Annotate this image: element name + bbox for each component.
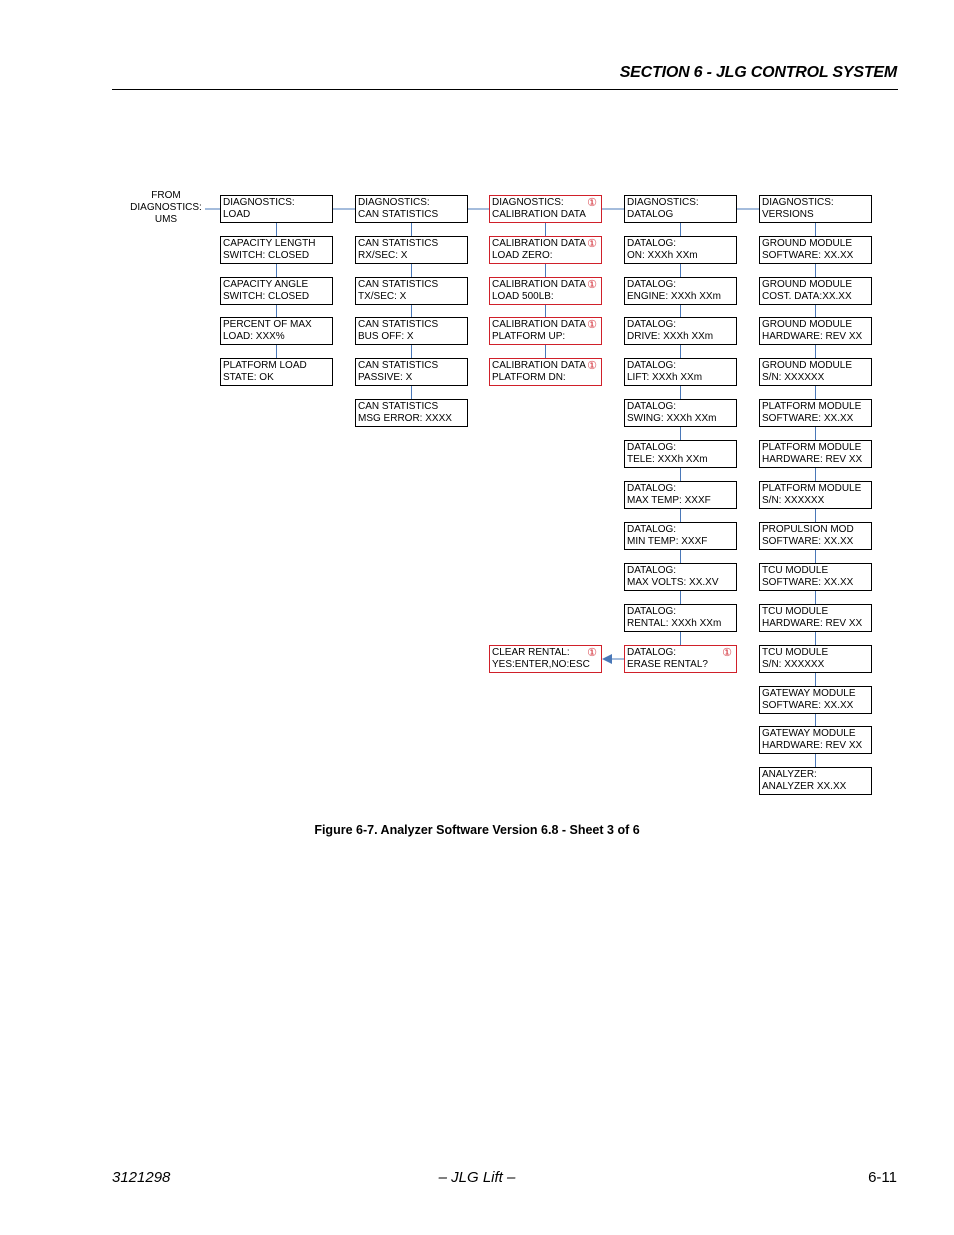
menu-box-line-2: LOAD [223, 209, 251, 220]
menu-box-line-2: PLATFORM UP: [492, 331, 566, 342]
menu-box-line-1: CAN STATISTICS [358, 401, 439, 412]
menu-box-line-1: DATALOG: [627, 483, 677, 494]
menu-box-line-1: TCU MODULE [762, 606, 829, 617]
datalog-box [624, 645, 737, 673]
calibration-note-icon: ① [587, 238, 597, 250]
menu-box-line-2: YES:ENTER,NO:ESC [492, 659, 590, 670]
menu-box-line-2: LOAD ZERO: [492, 250, 553, 261]
menu-box-line-2: LOAD 500LB: [492, 291, 554, 302]
menu-box-line-1: CALIBRATION DATA [492, 319, 586, 330]
menu-box-line-2: ON: XXXh XXm [627, 250, 698, 261]
menu-box-line-1: GROUND MODULE [762, 360, 853, 371]
menu-box-line-1: DATALOG: [627, 319, 677, 330]
datalog-box [624, 440, 737, 468]
versions-box [759, 481, 872, 509]
menu-box-line-1: PLATFORM MODULE [762, 442, 862, 453]
menu-box-line-2: SWITCH: CLOSED [223, 250, 310, 261]
footer-page-number: 6-11 [868, 1169, 897, 1186]
menu-box-line-1: DIAGNOSTICS: [492, 197, 564, 208]
menu-box-line-1: GROUND MODULE [762, 238, 853, 249]
menu-box-line-1: CAN STATISTICS [358, 319, 439, 330]
menu-box-line-2: DATALOG [627, 209, 674, 220]
menu-box-line-1: DATALOG: [627, 606, 677, 617]
calibration-data-box [489, 195, 602, 223]
menu-box-line-1: CAPACITY ANGLE [223, 279, 309, 290]
menu-box-line-1: DATALOG: [627, 238, 677, 249]
can-statistics-box [355, 358, 468, 386]
menu-box-line-1: GATEWAY MODULE [762, 728, 856, 739]
menu-box-line-1: PLATFORM MODULE [762, 483, 862, 494]
versions-box [759, 195, 872, 223]
menu-box-line-2: HARDWARE: REV XX [762, 331, 863, 342]
can-statistics-box [355, 236, 468, 264]
can-statistics-box [355, 399, 468, 427]
from-label-line: FROM [151, 190, 181, 201]
menu-box-line-1: DIAGNOSTICS: [627, 197, 699, 208]
figure-caption: Figure 6-7. Analyzer Software Version 6.8 - Sheet 3 of 6 [314, 823, 640, 837]
menu-box-line-2: SOFTWARE: XX.XX [762, 577, 854, 588]
can-statistics-box [355, 317, 468, 345]
menu-box-line-2: MIN TEMP: XXXF [627, 536, 708, 547]
load-box [220, 358, 333, 386]
versions-box [759, 317, 872, 345]
menu-box-line-2: DRIVE: XXXh XXm [627, 331, 714, 342]
menu-box-line-1: TCU MODULE [762, 565, 829, 576]
menu-box-line-2: ENGINE: XXXh XXm [627, 291, 721, 302]
menu-box-line-2: RENTAL: XXXh XXm [627, 618, 722, 629]
menu-box-line-1: DATALOG: [627, 279, 677, 290]
menu-box-line-2: SWING: XXXh XXm [627, 413, 717, 424]
datalog-box [624, 277, 737, 305]
menu-box-line-2: CALIBRATION DATA [492, 209, 586, 220]
menu-box-line-1: PLATFORM LOAD [223, 360, 307, 371]
datalog-box [624, 399, 737, 427]
menu-box-line-2: HARDWARE: REV XX [762, 618, 863, 629]
calibration-note-icon: ① [587, 360, 597, 372]
menu-box-line-1: DATALOG: [627, 647, 677, 658]
load-box [220, 195, 333, 223]
menu-box-line-1: ANALYZER: [762, 769, 817, 780]
datalog-box [624, 358, 737, 386]
datalog-box [624, 563, 737, 591]
datalog-box [624, 236, 737, 264]
section-title: SECTION 6 - JLG CONTROL SYSTEM [619, 64, 897, 81]
calibration-note-icon: ① [722, 647, 732, 659]
versions-box [759, 236, 872, 264]
datalog-box [624, 317, 737, 345]
versions-box [759, 726, 872, 754]
menu-box-line-2: LIFT: XXXh XXm [627, 372, 703, 383]
menu-box-line-1: DATALOG: [627, 401, 677, 412]
menu-box-line-2: PLATFORM DN: [492, 372, 566, 383]
can-statistics-box [355, 277, 468, 305]
footer-title: – JLG Lift – [438, 1169, 516, 1186]
menu-box-line-2: TELE: XXXh XXm [627, 454, 708, 465]
menu-box-line-2: COST. DATA:XX.XX [762, 291, 852, 302]
menu-box-line-2: SOFTWARE: XX.XX [762, 536, 854, 547]
versions-box [759, 604, 872, 632]
menu-box-line-2: SOFTWARE: XX.XX [762, 250, 854, 261]
menu-box-line-2: ERASE RENTAL? [627, 659, 708, 670]
menu-box-line-2: TX/SEC: X [358, 291, 407, 302]
menu-box-line-2: SOFTWARE: XX.XX [762, 413, 854, 424]
menu-box-line-1: PLATFORM MODULE [762, 401, 862, 412]
versions-box [759, 358, 872, 386]
menu-box-line-1: DATALOG: [627, 442, 677, 453]
menu-box-line-1: CAPACITY LENGTH [223, 238, 316, 249]
datalog-box [624, 604, 737, 632]
from-label-line: DIAGNOSTICS: [130, 202, 202, 213]
can-statistics-box [355, 195, 468, 223]
load-box [220, 317, 333, 345]
menu-box-line-2: LOAD: XXX% [223, 331, 285, 342]
menu-box-line-2: RX/SEC: X [358, 250, 408, 261]
menu-box-line-2: VERSIONS [762, 209, 814, 220]
load-box [220, 277, 333, 305]
menu-box-line-1: TCU MODULE [762, 647, 829, 658]
clear-rental-box [489, 645, 602, 673]
menu-box-line-2: MAX TEMP: XXXF [627, 495, 711, 506]
menu-box-line-1: GATEWAY MODULE [762, 688, 856, 699]
menu-box-line-1: DIAGNOSTICS: [223, 197, 295, 208]
menu-box-line-2: PASSIVE: X [358, 372, 413, 383]
menu-box-line-2: S/N: XXXXXX [762, 372, 825, 383]
menu-box-line-1: CALIBRATION DATA [492, 360, 586, 371]
menu-box-line-2: ANALYZER XX.XX [762, 781, 847, 792]
datalog-box [624, 522, 737, 550]
menu-box-line-1: DIAGNOSTICS: [358, 197, 430, 208]
calibration-note-icon: ① [587, 319, 597, 331]
footer-doc-number: 3121298 [112, 1169, 171, 1186]
from-label-line: UMS [154, 214, 178, 225]
menu-box-line-1: DIAGNOSTICS: [762, 197, 834, 208]
arrow-left-icon [602, 654, 612, 664]
menu-box-line-2: CAN STATISTICS [358, 209, 439, 220]
versions-box [759, 645, 872, 673]
menu-box-line-2: STATE: OK [223, 372, 274, 383]
menu-box-line-1: CLEAR RENTAL: [492, 647, 570, 658]
menu-box-line-1: CALIBRATION DATA [492, 238, 586, 249]
menu-box-line-2: HARDWARE: REV XX [762, 740, 863, 751]
menu-box-line-2: HARDWARE: REV XX [762, 454, 863, 465]
calibration-note-icon: ① [587, 279, 597, 291]
menu-box-line-2: S/N: XXXXXX [762, 659, 825, 670]
calibration-note-icon: ① [587, 647, 597, 659]
calibration-data-box [489, 236, 602, 264]
datalog-box [624, 195, 737, 223]
versions-box [759, 399, 872, 427]
menu-box-line-1: GROUND MODULE [762, 279, 853, 290]
menu-box-line-1: DATALOG: [627, 565, 677, 576]
menu-box-line-1: DATALOG: [627, 524, 677, 535]
calibration-note-icon: ① [587, 197, 597, 209]
menu-box-line-1: CALIBRATION DATA [492, 279, 586, 290]
from-diagnostics-label [126, 190, 206, 226]
calibration-data-box [489, 317, 602, 345]
menu-box-line-1: CAN STATISTICS [358, 238, 439, 249]
calibration-data-box [489, 358, 602, 386]
menu-box-line-2: SOFTWARE: XX.XX [762, 700, 854, 711]
datalog-box [624, 481, 737, 509]
menu-box-line-1: CAN STATISTICS [358, 279, 439, 290]
versions-box [759, 563, 872, 591]
menu-box-line-1: DATALOG: [627, 360, 677, 371]
menu-box-line-1: PERCENT OF MAX [223, 319, 312, 330]
menu-box-line-2: S/N: XXXXXX [762, 495, 825, 506]
calibration-data-box [489, 277, 602, 305]
menu-box-line-2: SWITCH: CLOSED [223, 291, 310, 302]
versions-box [759, 767, 872, 795]
versions-box [759, 522, 872, 550]
menu-box-line-2: MSG ERROR: XXXX [358, 413, 452, 424]
menu-box-line-1: GROUND MODULE [762, 319, 853, 330]
versions-box [759, 440, 872, 468]
menu-box-line-1: CAN STATISTICS [358, 360, 439, 371]
menu-box-line-2: MAX VOLTS: XX.XV [627, 577, 719, 588]
load-box [220, 236, 333, 264]
menu-box-line-2: BUS OFF: X [358, 331, 414, 342]
menu-box-line-1: PROPULSION MOD [762, 524, 854, 535]
versions-box [759, 686, 872, 714]
versions-box [759, 277, 872, 305]
